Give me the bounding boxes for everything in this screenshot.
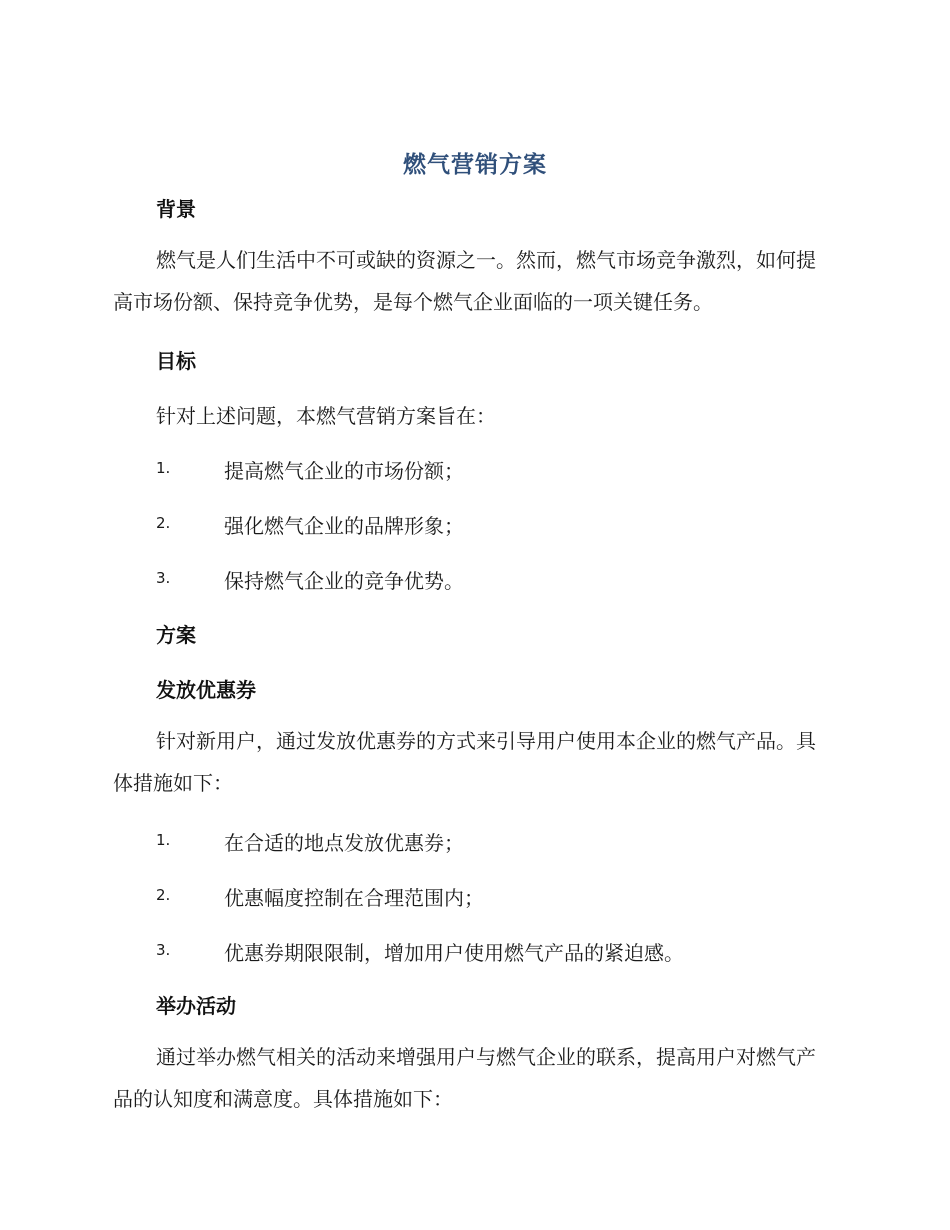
list-number: 1. <box>156 459 171 477</box>
list-text: 优惠券期限限制，增加用户使用燃气产品的紧迫感。 <box>224 941 684 965</box>
list-number: 3. <box>156 941 171 959</box>
list-number: 2. <box>156 886 171 904</box>
heading-goals: 目标 <box>156 349 196 373</box>
heading-background: 背景 <box>156 197 196 221</box>
document-title: 燃气营销方案 <box>403 152 547 178</box>
paragraph-coupons: 针对新用户，通过发放优惠券的方式来引导用户使用本企业的燃气产品。具体措施如下： <box>113 729 816 795</box>
heading-coupons: 发放优惠券 <box>156 678 256 702</box>
list-text: 强化燃气企业的品牌形象； <box>224 514 464 538</box>
paragraph-goals-intro: 针对上述问题，本燃气营销方案旨在： <box>156 404 496 428</box>
list-text: 提高燃气企业的市场份额； <box>224 459 464 483</box>
heading-events: 举办活动 <box>156 994 236 1018</box>
list-text: 优惠幅度控制在合理范围内； <box>224 886 484 910</box>
paragraph-background: 燃气是人们生活中不可或缺的资源之一。然而，燃气市场竞争激烈，如何提高市场份额、保持竞争优势，是每个燃气企业面临的一项关键任务。 <box>113 248 816 314</box>
list-number: 3. <box>156 569 171 587</box>
heading-plan: 方案 <box>156 623 196 647</box>
list-number: 1. <box>156 831 171 849</box>
list-number: 2. <box>156 514 171 532</box>
paragraph-events: 通过举办燃气相关的活动来增强用户与燃气企业的联系，提高用户对燃气产品的认知度和满意度。具体措施如下： <box>113 1045 816 1111</box>
list-text: 保持燃气企业的竞争优势。 <box>224 569 464 593</box>
list-text: 在合适的地点发放优惠券； <box>224 831 464 855</box>
